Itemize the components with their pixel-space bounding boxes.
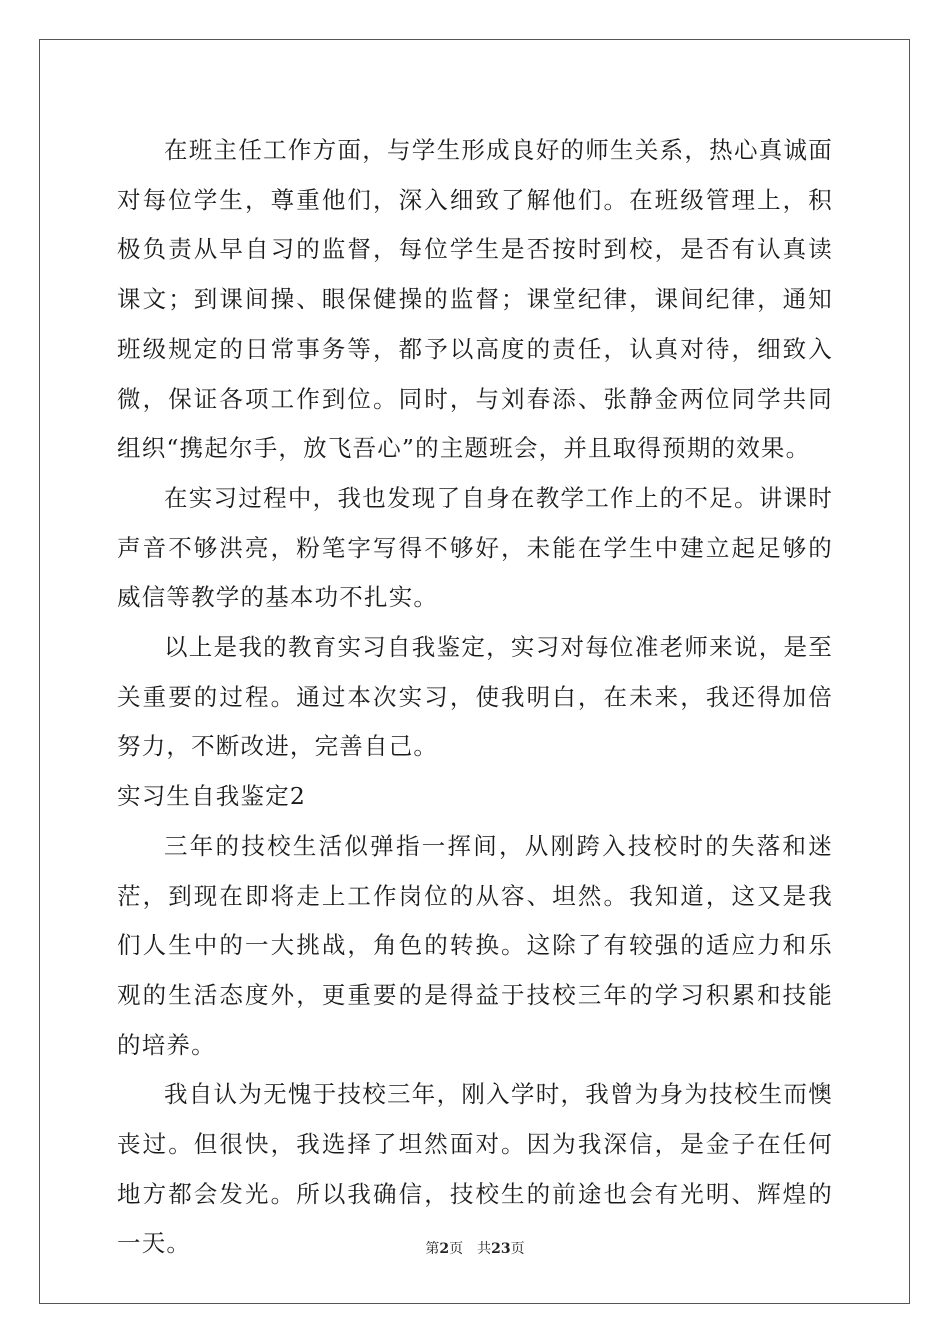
footer-total-pages: 23 — [491, 1241, 511, 1257]
document-body — [117, 126, 833, 1269]
footer-mid: 页 共 — [449, 1241, 492, 1257]
paragraph-shortcomings: 在实习过程中，我也发现了自身在教学工作上的不足。讲课时声音不够洪亮，粉笔字写得不够好，未能在学生中建立起足够的威信等教学的基本功不扎实。 — [117, 483, 833, 612]
footer-suffix: 页 — [510, 1241, 525, 1257]
footer-prefix: 第 — [425, 1241, 440, 1257]
paragraph-self-confidence: 我自认为无愧于技校三年，刚入学时，我曾为身为技校生而懊丧过。但很快，我选择了坦然面对。因为我深信，是金子在任何地方都会发光。所以我确信，技校生的前途也会有光明、辉煌的一天。 — [117, 1080, 833, 1258]
paragraph-conclusion: 以上是我的教育实习自我鉴定，实习对每位准老师来说，是至关重要的过程。通过本次实习，使我明白，在未来，我还得加倍努力，不断改进，完善自己。 — [117, 633, 833, 761]
paragraph-class-teacher-work: 在班主任工作方面，与学生形成良好的师生关系，热心真诚面对每位学生，尊重他们，深入细致了解他们。在班级管理上，积极负责从早自习的监督，每位学生是否按时到校，是否有认真读课文；到课间操、眼保健操的监督；课堂纪律，课间纪律，通知班级规定的日常事务等，都予以高度的责任，认真对待，细致入微，保证各项工作到位。同时，与刘春添、张静金两位同学共同组织“携起尔手，放飞吾心”的主题班会，并且取得预期的效果。 — [117, 136, 833, 463]
page-footer — [0, 1238, 950, 1258]
section-heading: 实习生自我鉴定2 — [117, 782, 307, 811]
paragraph-three-years: 三年的技校生活似弹指一挥间，从刚跨入技校时的失落和迷茫，到现在即将走上工作岗位的从容、坦然。我知道，这又是我们人生中的一大挑战，角色的转换。这除了有较强的适应力和乐观的生活态度外，更重要的是得益于技校三年的学习积累和技能的培养。 — [117, 831, 833, 1059]
footer-page-number: 2 — [439, 1241, 450, 1257]
